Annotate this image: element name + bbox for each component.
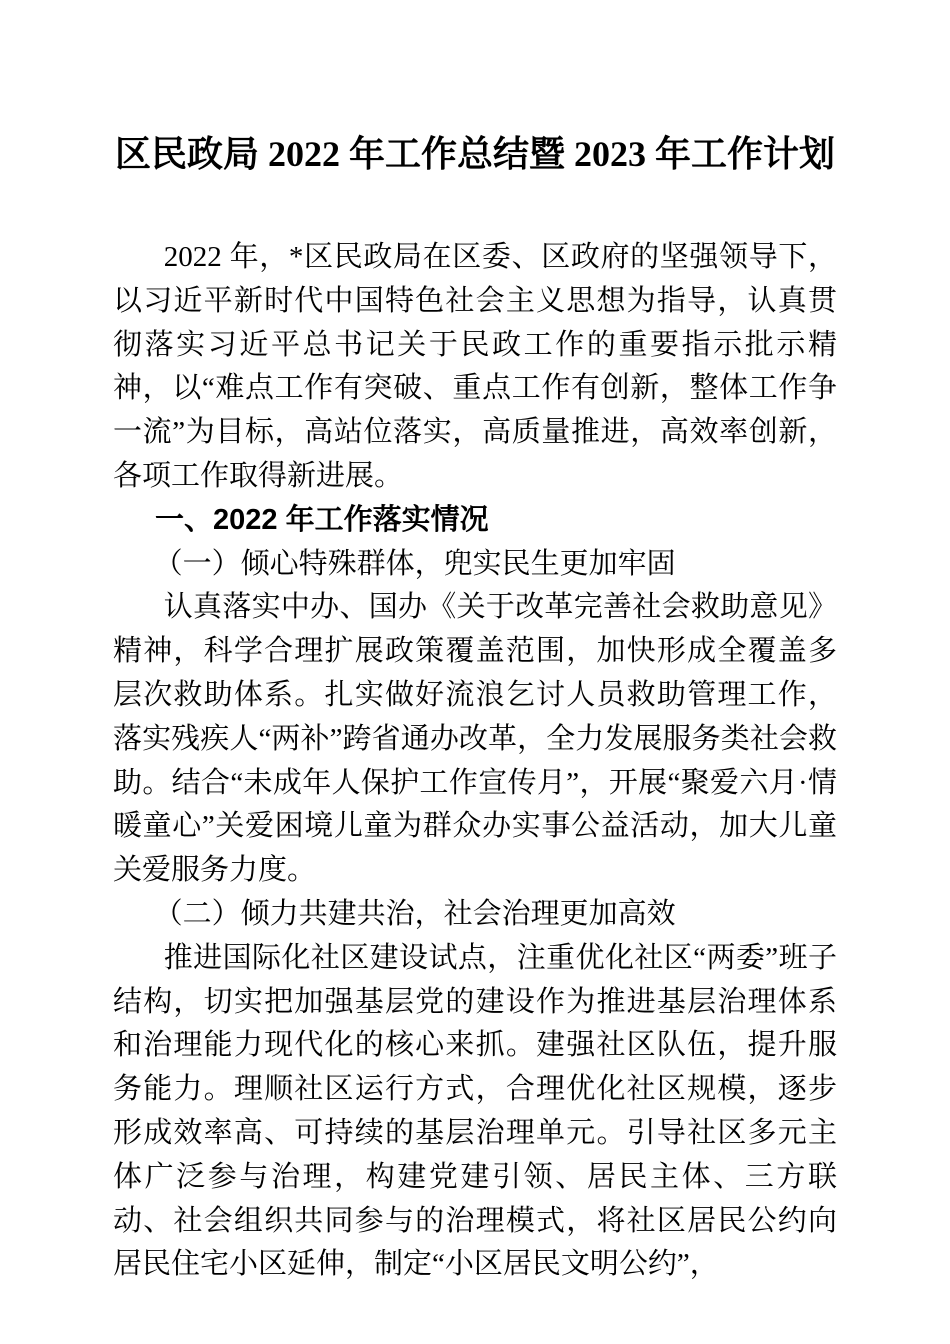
section-heading-2022-work: 一、2022 年工作落实情况 — [155, 503, 489, 536]
paragraph-intro: 2022 年，*区民政局在区委、区政府的坚强领导下，以习近平新时代中国特色社会主义思想为指导，认真贯彻落实习近平总书记关于民政工作的重要指示批示精神，以“难点工作有突破、重点工作有创新，整体工作争一流”为目标，高站位落实，高质量推进，高效率创新，各项工作取得新进展。 — [113, 241, 837, 492]
subsection-heading-special-groups: （一）倾心特殊群体，兜实民生更加牢固 — [153, 547, 676, 580]
paragraph-community-governance: 推进国际化社区建设试点，注重优化社区“两委”班子结构，切实把加强基层党的建设作为推进基层治理体系和治理能力现代化的核心来抓。建强社区队伍，提升服务能力。理顺社区运行方式，合理优化社区规模，逐步形成效率高、可持续的基层治理单元。引导社区多元主体广泛参与治理，构建党建引领、居民主体、三方联动、社会组织共同参与的治理模式，将社区居民公约向居民住宅小区延伸，制定“小区居民文明公约”， — [113, 941, 837, 1281]
subsection-heading-co-governance: （二）倾力共建共治，社会治理更加高效 — [153, 897, 676, 930]
document-title: 区民政局 2022 年工作总结暨 2023 年工作计划 — [114, 134, 835, 174]
paragraph-social-assistance: 认真落实中办、国办《关于改革完善社会救助意见》精神，科学合理扩展政策覆盖范围，加快形成全覆盖多层次救助体系。扎实做好流浪乞讨人员救助管理工作，落实残疾人“两补”跨省通办改革，全力发展服务类社会救助。结合“未成年人保护工作宣传月”，开展“聚爱六月·情暖童心”关爱困境儿童为群众办实事公益活动，加大儿童关爱服务力度。 — [113, 591, 837, 887]
